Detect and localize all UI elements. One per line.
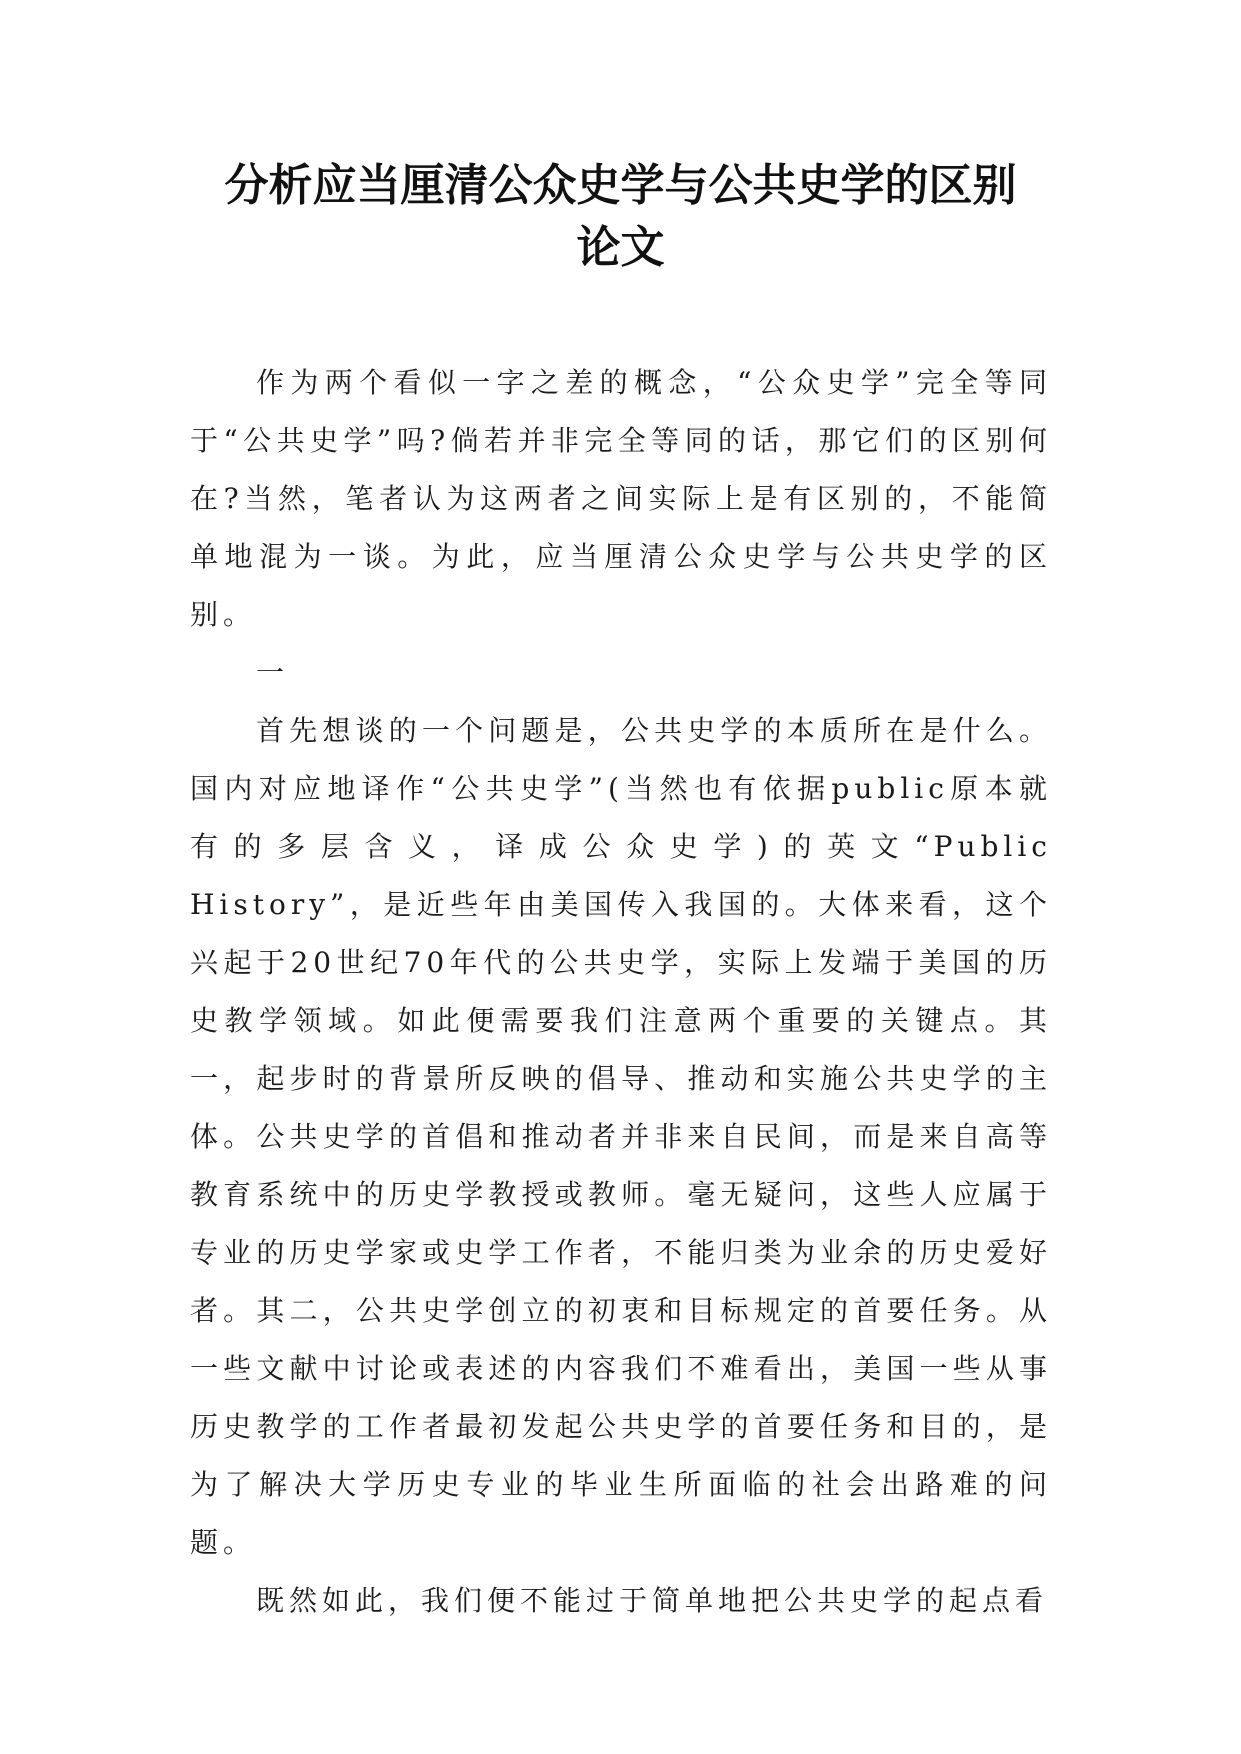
- paragraph-public-history-essence: 首先想谈的一个问题是，公共史学的本质所在是什么。国内对应地译作“公共史学”(当然也有依据public原本就有的多层含义，译成公众史学)的英文“Public History”，是近些年由美国传入我国的。大体来看，这个兴起于20世纪70年代的公共史学，实际上发端于美国的历史教学领域。如此便需要我们注意两个重要的关键点。其一，起步时的背景所反映的倡导、推动和实施公共史学的主体。公共史学的首倡和推动者并非来自民间，而是来自高等教育系统中的历史学教授或教师。毫无疑问，这些人应属于专业的历史学家或史学工作者，不能归类为业余的历史爱好者。其二，公共史学创立的初衷和目标规定的首要任务。从一些文献中讨论或表述的内容我们不难看出，美国一些从事历史教学的工作者最初发起公共史学的首要任务和目的，是为了解决大学历史专业的毕业生所面临的社会出路难的问题。: [190, 714, 1052, 1559]
- section-number: 一: [256, 656, 290, 689]
- document-title-line-2: 论文: [576, 222, 665, 273]
- paragraph-continuation: 既然如此，我们便不能过于简单地把公共史学的起点看: [256, 1584, 1049, 1617]
- document-title-line-1: 分析应当厘清公众史学与公共史学的区别: [224, 160, 1017, 211]
- document-body: [190, 354, 1052, 1630]
- paragraph-intro: 作为两个看似一字之差的概念，“公众史学”完全等同于“公共史学”吗?倘若并非完全等同的话，那它们的区别何在?当然，笔者认为这两者之间实际上是有区别的，不能简单地混为一谈。为此，应当厘清公众史学与公共史学的区别。: [190, 366, 1052, 631]
